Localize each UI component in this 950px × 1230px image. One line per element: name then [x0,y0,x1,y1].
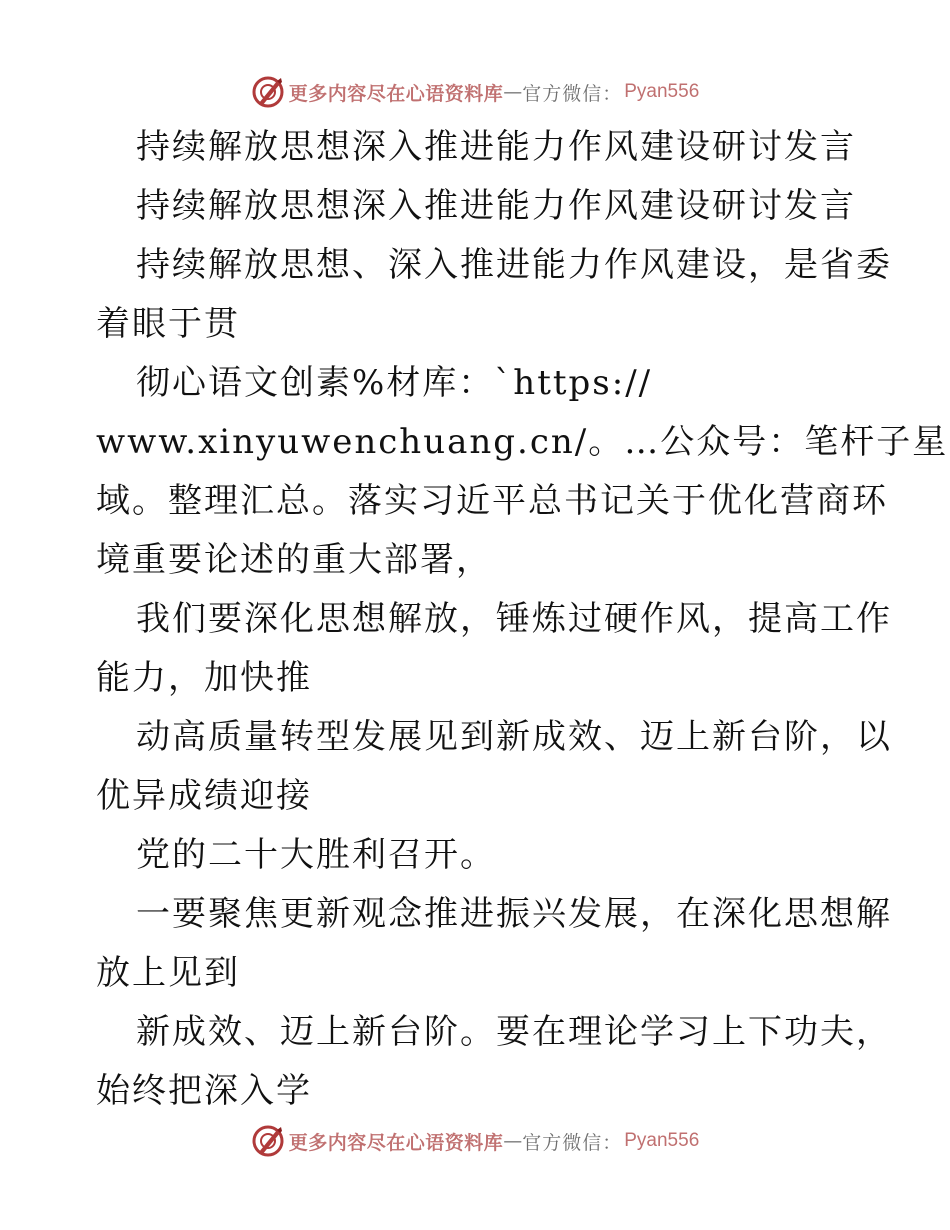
paragraph-line: 放上见到 [96,953,240,993]
pen-logo-icon [251,75,285,109]
paragraph-line: 我们要深化思想解放，锤炼过硬作风，提高工作 [136,599,892,639]
banner-text: 更多内容尽在心语资料库 [288,82,504,105]
paragraph-line: 始终把深入学 [96,1071,312,1111]
paragraph-line: 一要聚焦更新观念推进振兴发展，在深化思想解 [136,894,892,934]
footer-watermark-banner [0,1121,950,1161]
paragraph-line: 能力，加快推 [96,658,312,698]
paragraph-line: 持续解放思想、深入推进能力作风建设，是省委 [136,245,892,285]
banner-wechat-id: Pyan556 [624,81,700,102]
banner-text: 更多内容尽在心语资料库 [288,1131,504,1154]
paragraph-line: 党的二十大胜利召开。 [136,835,496,875]
document-title: 持续解放思想深入推进能力作风建设研讨发言 [136,127,856,167]
paragraph-line: 域。整理汇总。落实习近平总书记关于优化营商环 [96,481,888,521]
paragraph-line: 优异成绩迎接 [96,776,312,816]
banner-separator: — [503,81,523,103]
paragraph-line: 新成效、迈上新台阶。要在理论学习上下功夫， [136,1012,892,1052]
document-body [96,118,949,1121]
paragraph-line: 彻心语文创素%材库：`https:// [136,363,653,403]
paragraph-line: 着眼于贯 [96,304,240,344]
banner-wechat-id: Pyan556 [624,1130,700,1151]
paragraph-line: www.xinyuwenchuang.cn/。…公众号：笔杆子星 [96,422,949,462]
pen-logo-icon [251,1124,285,1158]
banner-wechat-label: 官方微信： [522,1131,623,1154]
banner-wechat-label: 官方微信： [522,82,623,105]
paragraph-line: 境重要论述的重大部署， [96,540,492,580]
header-watermark-banner [0,72,950,112]
document-title-repeat: 持续解放思想深入推进能力作风建设研讨发言 [136,186,856,226]
banner-separator: — [503,1130,523,1152]
paragraph-line: 动高质量转型发展见到新成效、迈上新台阶，以 [136,717,892,757]
